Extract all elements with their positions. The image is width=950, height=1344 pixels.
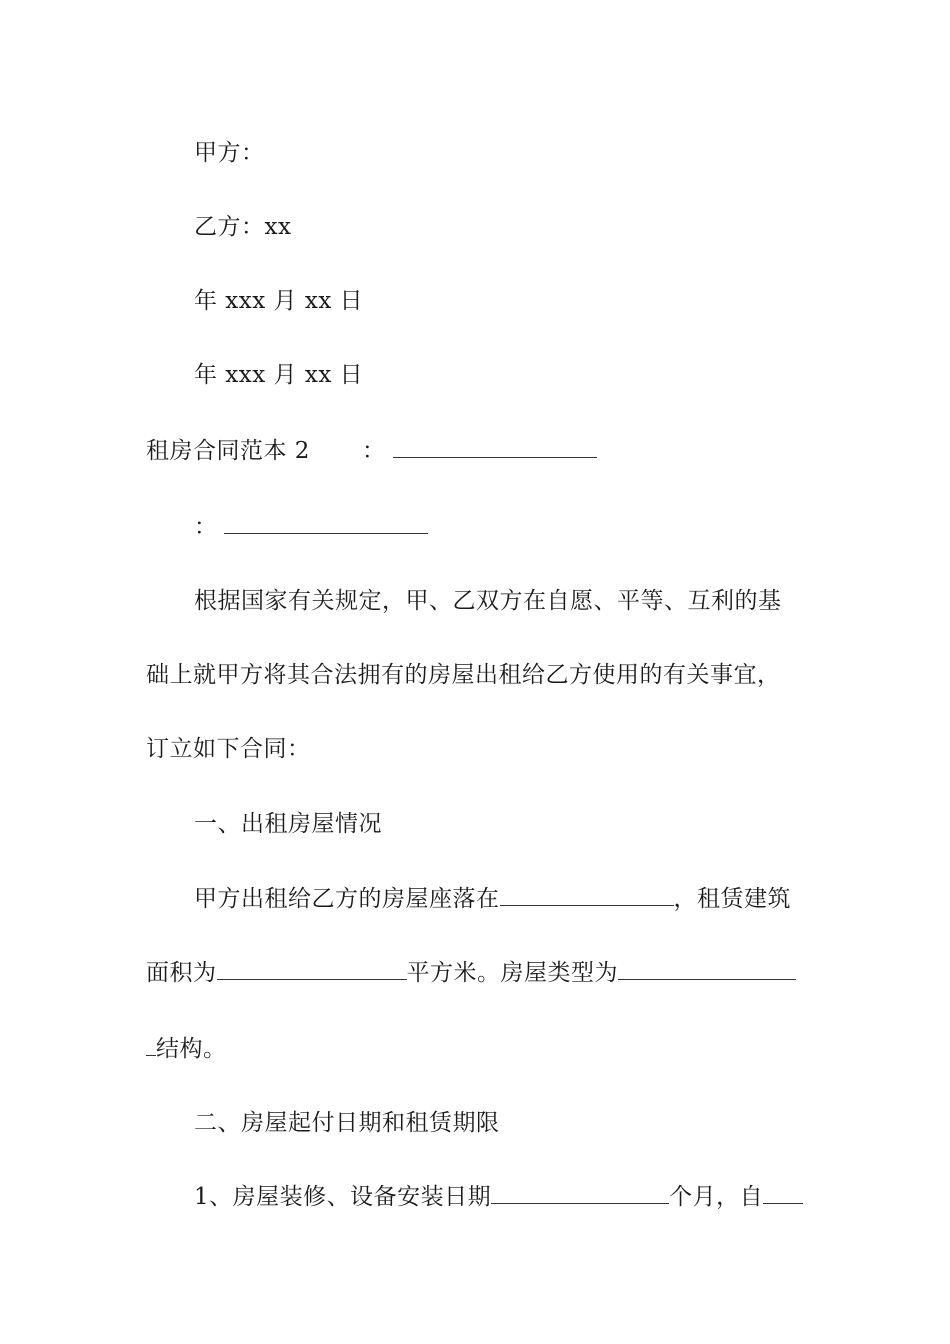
intro-line-1: 根据国家有关规定，甲、乙双方在自愿、平等、互利的基 [194, 588, 782, 614]
section-2-heading: 二、房屋起付日期和租赁期限 [194, 1110, 500, 1136]
title-blank [393, 437, 597, 458]
house-type-text: 平方米。房屋类型为 [406, 960, 618, 986]
party-b-line: 乙方：xx [194, 214, 292, 240]
from-date-blank [763, 1183, 803, 1204]
date-line-1: 年 xxx 月 xx 日 [194, 288, 364, 314]
date-line-2: 年 xxx 月 xx 日 [194, 362, 364, 388]
intro-line-3: 订立如下合同： [146, 736, 311, 762]
area-line [146, 958, 816, 988]
intro-line-2: 础上就甲方将其合法拥有的房屋出租给乙方使用的有关事宜， [146, 662, 781, 688]
contract-title: 租房合同范本 2 [146, 438, 310, 464]
second-blank [224, 513, 428, 534]
area-text: 面积为 [146, 960, 217, 986]
second-party-line [194, 512, 816, 542]
location-line [194, 884, 816, 914]
install-months-blank [491, 1183, 669, 1204]
contract-title-line [146, 436, 816, 466]
install-date-text: 1、房屋装修、设备安装日期 [194, 1184, 492, 1210]
title-colon: ： [361, 438, 386, 464]
area-blank [217, 959, 407, 980]
location-blank [500, 885, 674, 906]
structure-blank [146, 1035, 156, 1056]
second-colon: ： [194, 514, 218, 540]
location-text: 甲方出租给乙方的房屋座落在 [194, 886, 500, 912]
house-type-blank [618, 959, 796, 980]
install-date-line [194, 1182, 816, 1212]
area-label-text: ，租赁建筑 [673, 886, 791, 912]
months-text: 个月，自 [669, 1184, 764, 1210]
party-a-line: 甲方： [194, 140, 265, 166]
section-1-heading: 一、出租房屋情况 [194, 811, 382, 837]
structure-line [146, 1034, 816, 1064]
structure-text: 结构。 [156, 1036, 227, 1062]
